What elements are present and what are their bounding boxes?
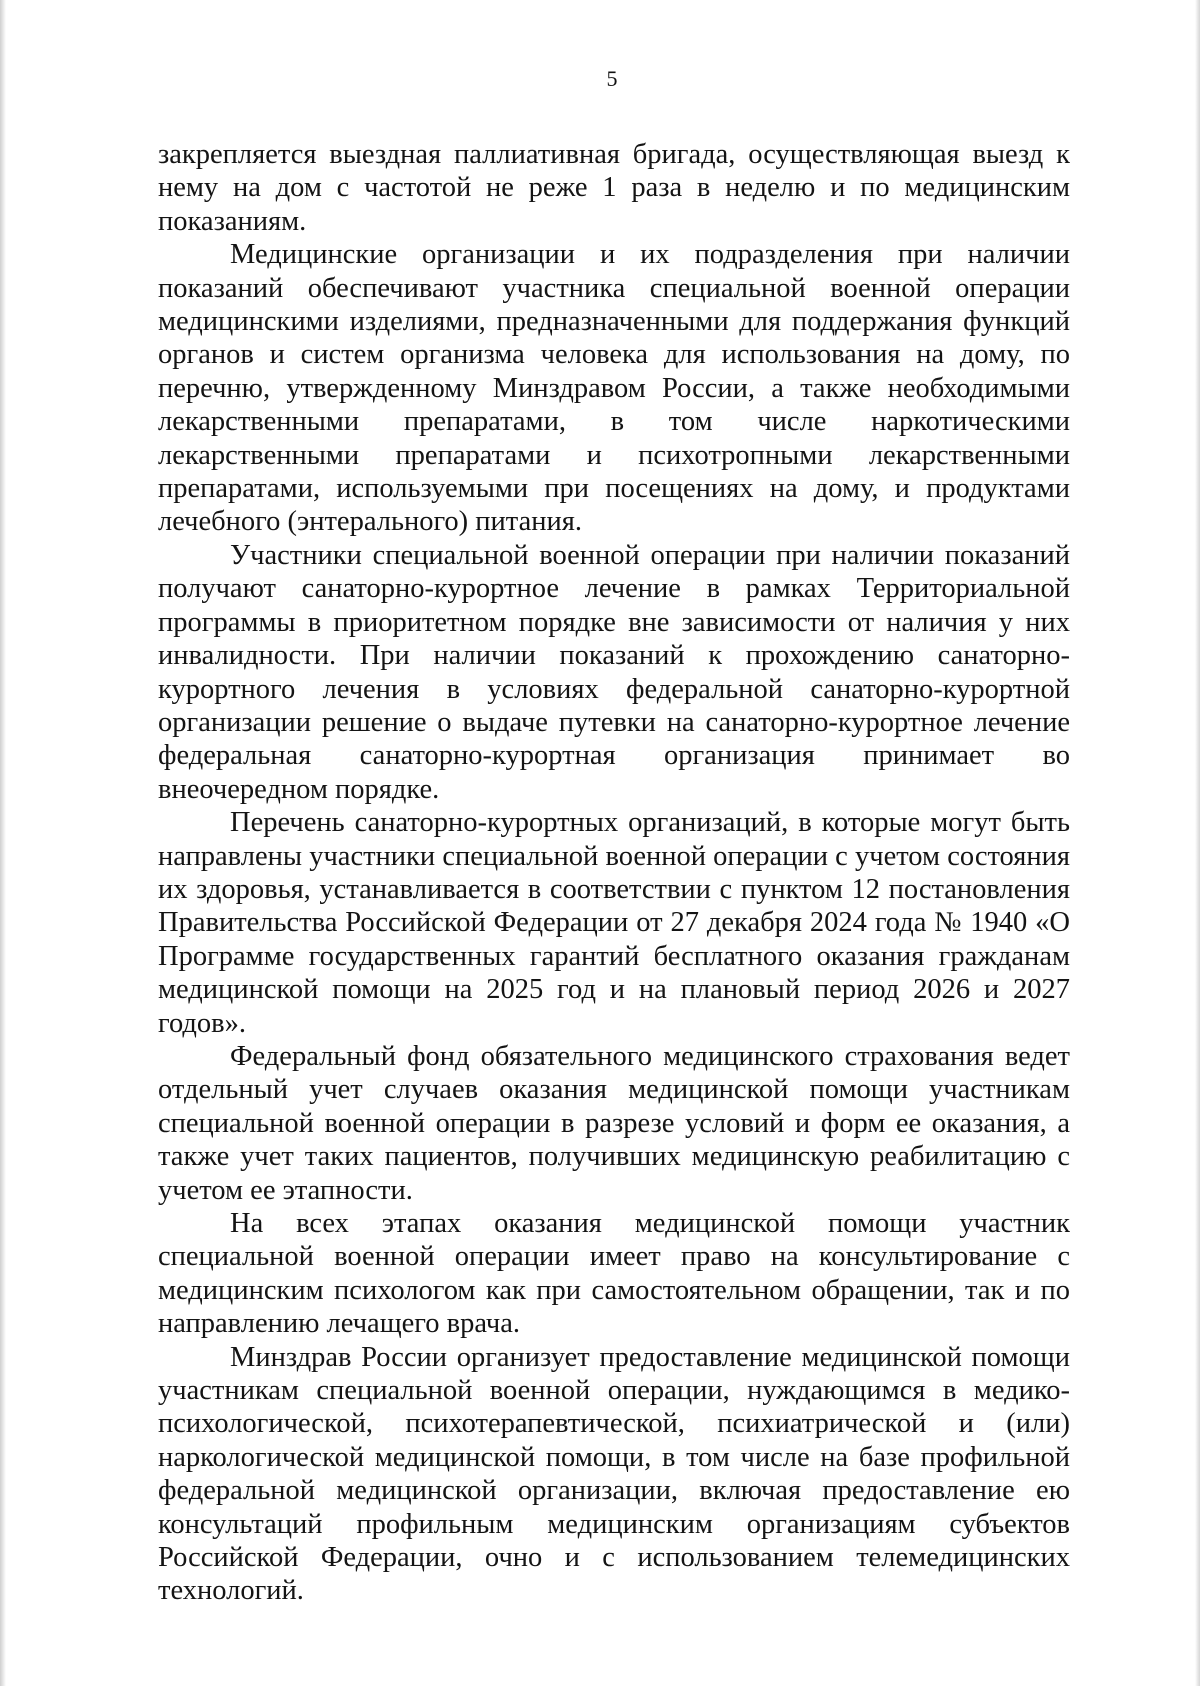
- paragraph: Медицинские организации и их подразделения при наличии показаний обеспечивают участника специальной военной операции медицинскими изделиями, предназначенными для поддержания функций органов и систем организма человека для использования на дому, по перечню, утвержденному Минздравом России, а также необходимыми лекарственными препаратами, в том числе наркотическими лекарственными препаратами и психотропными лекарственными препаратами, используемыми при посещениях на дому, и продуктами лечебного (энтерального) питания.: [158, 239, 1070, 538]
- paragraph: Перечень санаторно-курортных организаций, в которые могут быть направлены участники специальной военной операции с учетом состояния их здоровья, устанавливается в соответствии с пунктом 12 постановления Правительства Российской Федерации от 27 декабря 2024 года № 1940 «О Программе государственных гарантий бесплатного оказания гражданам медицинской помощи на 2025 год и на плановый период 2026 и 2027 годов».: [158, 807, 1070, 1039]
- paragraph: закрепляется выездная паллиативная бригада, осуществляющая выезд к нему на дом с частотой не реже 1 раза в неделю и по медицинским показаниям.: [158, 139, 1070, 237]
- paragraph: Минздрав России организует предоставление медицинской помощи участникам специальной военной операции, нуждающимся в медико-психологической, психотерапевтической, психиатрической и (или) наркологической медицинской помощи, в том числе на базе профильной федеральной медицинской организации, включая предоставление ею консультаций профильным медицинским организациям субъектов Российской Федерации, очно и с использованием телемедицинских технологий.: [158, 1341, 1070, 1607]
- paragraph: Участники специальной военной операции при наличии показаний получают санаторно-курортное лечение в рамках Территориальной программы в приоритетном порядке вне зависимости от наличия у них инвалидности. При наличии показаний к прохождению санаторно-курортного лечения в условиях федеральной санаторно-курортной организации решение о выдаче путевки на санаторно-курортное лечение федеральная санаторно-курортная организация принимает во внеочередном порядке.: [158, 539, 1070, 805]
- scan-edge-left: [0, 0, 6, 1686]
- document-body: [158, 138, 1070, 1608]
- scan-edge-right: [1195, 0, 1200, 1686]
- paragraph: На всех этапах оказания медицинской помощи участник специальной военной операции имеет право на консультирование с медицинским психологом как при самостоятельном обращении, так и по направлению лечащего врача.: [158, 1208, 1070, 1340]
- paragraph: Федеральный фонд обязательного медицинского страхования ведет отдельный учет случаев оказания медицинской помощи участникам специальной военной операции в разрезе условий и форм ее оказания, а также учет таких пациентов, получивших медицинскую реабилитацию с учетом ее этапности.: [158, 1040, 1070, 1206]
- page-number: 5: [606, 66, 618, 91]
